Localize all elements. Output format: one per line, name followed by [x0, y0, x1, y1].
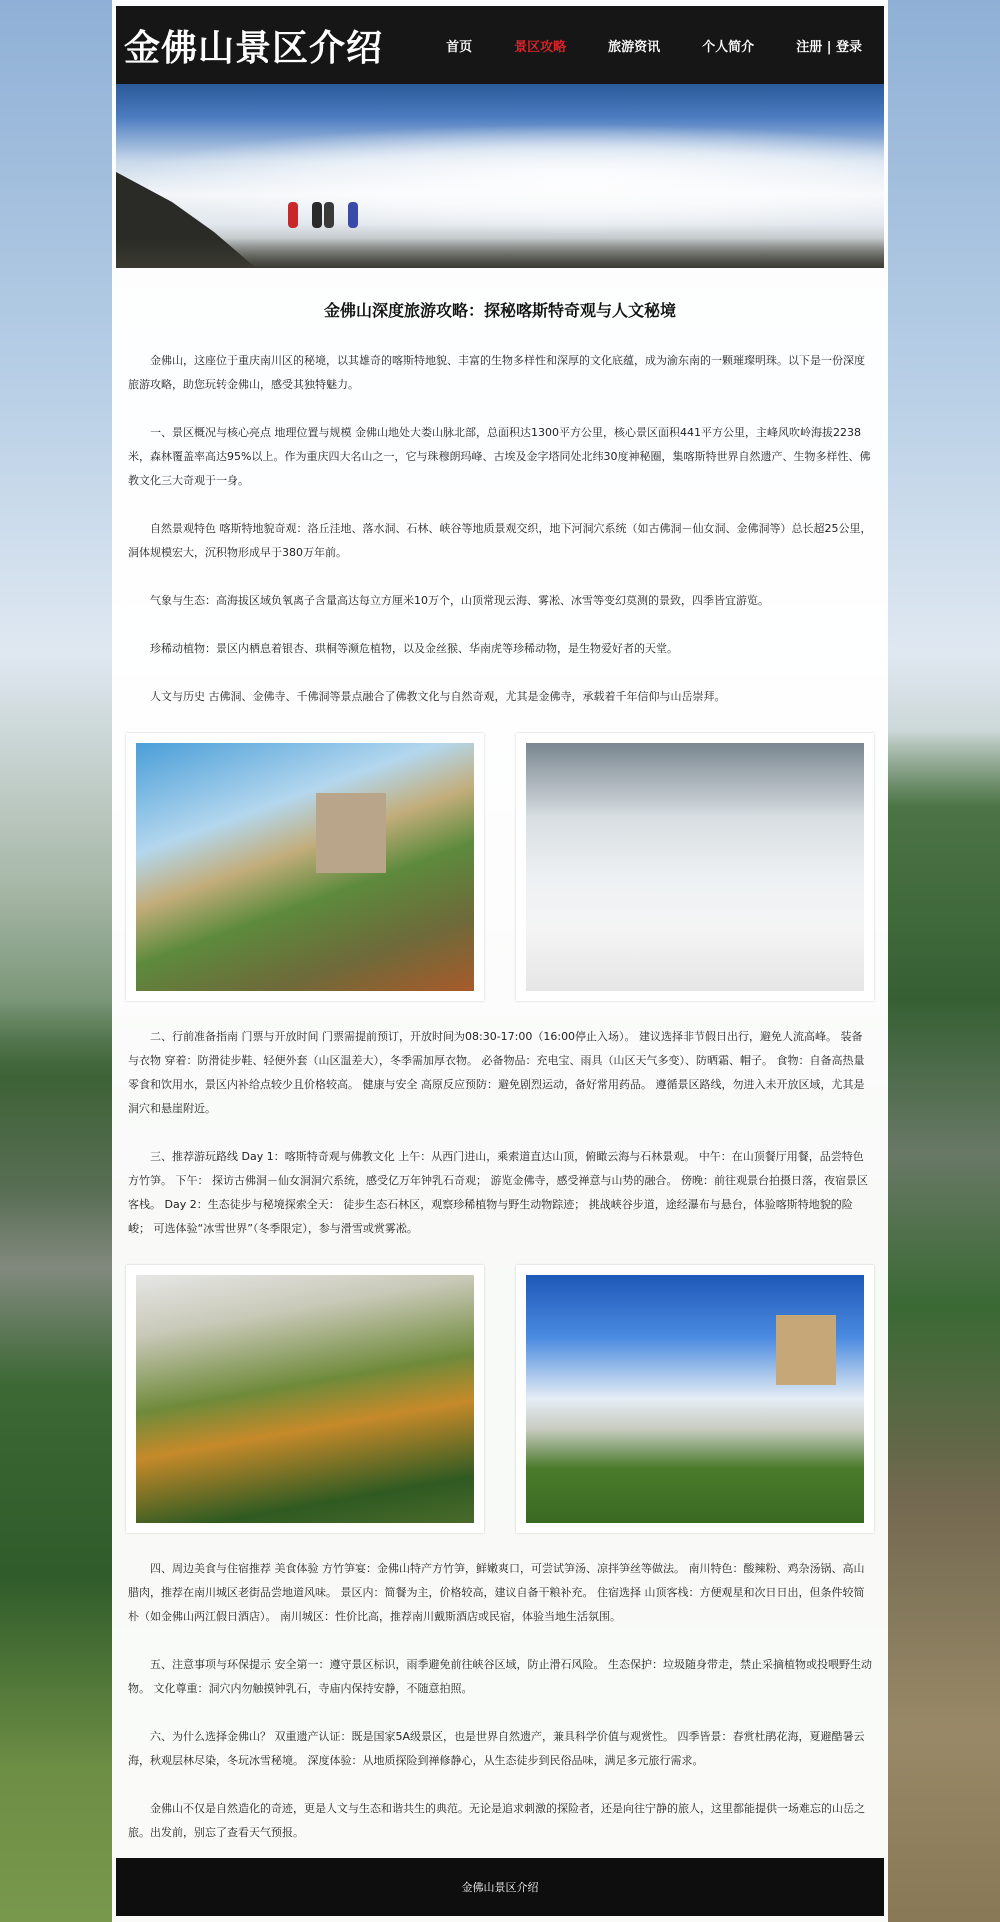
article-title: 金佛山深度旅游攻略：探秘喀斯特奇观与人文秘境	[323, 301, 676, 320]
article-paragraph: 珍稀动植物：景区内栖息着银杏、珙桐等濒危植物，以及金丝猴、华南虎等珍稀动物，是生物爱好者的天堂。	[150, 642, 678, 655]
photo-frame	[126, 1265, 484, 1533]
article-paragraph: 二、行前准备指南 门票与开放时间 门票需提前预订，开放时间为08:30-17:00（16:00停止入场）。 建议选择非节假日出行，避免人流高峰。 装备与衣物 穿着：防滑徒步鞋、轻便外套（山区温差大），冬季需加厚衣物。 必备物品：充电宝、雨具（山区天气多变）、防晒霜、帽子。 食物：自备高热量零食和饮用水，景区内补给点较少且价格较高。 健康与安全 高原反应预防：避免剧烈运动，备好常用药品。 遵循景区路线，勿进入未开放区域，尤其是洞穴和悬崖附近。	[128, 1030, 865, 1115]
banner-hiker	[312, 202, 322, 228]
article-paragraph: 五、注意事项与环保提示 安全第一：遵守景区标识，雨季避免前往峡谷区域，防止滑石风险。 生态保护：垃圾随身带走，禁止采摘植物或投喂野生动物。 文化尊重：洞穴内勿触摸钟乳石，寺庙内保持安静，不随意拍照。	[128, 1658, 872, 1695]
article-paragraph: 四、周边美食与住宿推荐 美食体验 方竹笋宴：金佛山特产方竹笋，鲜嫩爽口，可尝试笋汤、凉拌笋丝等做法。 南川特色：酸辣粉、鸡杂汤锅、高山腊肉，推荐在南川城区老街品尝地道风味。 景区内：简餐为主，价格较高，建议自备干粮补充。 住宿选择 山顶客栈：方便观星和次日日出，但条件较简朴（如金佛山两江假日酒店）。 南川城区：性价比高，推荐南川戴斯酒店或民宿，体验当地生活氛围。	[128, 1562, 865, 1623]
article-paragraph: 三、推荐游玩路线 Day 1：喀斯特奇观与佛教文化 上午：从西门进山，乘索道直达山顶，俯瞰云海与石林景观。 中午：在山顶餐厅用餐，品尝特色方竹笋。 下午： 探访古佛洞－仙女洞洞穴系统，感受亿万年钟乳石奇观； 游览金佛寺，感受禅意与山势的融合。 傍晚：前往观景台拍摄日落，夜宿景区客栈。 Day 2：生态徒步与秘境探索全天： 徒步生态石林区，观察珍稀植物与野生动物踪迹； 挑战峡谷步道，途经瀑布与悬台，体验喀斯特地貌的险峻； 可选体验“冰雪世界”（冬季限定），参与滑雪或赏雾凇。	[128, 1150, 868, 1235]
nav-register-login[interactable]: 注册 | 登录	[796, 39, 862, 55]
article-paragraph: 一、景区概况与核心亮点 地理位置与规模 金佛山地处大娄山脉北部，总面积达1300平方公里，核心景区面积441平方公里，主峰风吹岭海拔2238米，森林覆盖率高达95%以上。作为重庆四大名山之一，它与珠穆朗玛峰、古埃及金字塔同处北纬30度神秘圈，集喀斯特世界自然遗产、生物多样性、佛教文化三大奇观于一身。	[128, 426, 871, 487]
article-paragraph: 金佛山，这座位于重庆南川区的秘境，以其雄奇的喀斯特地貌、丰富的生物多样性和深厚的文化底蕴，成为渝东南的一颗璀璨明珠。以下是一份深度旅游攻略，助您玩转金佛山，感受其独特魅力。	[128, 354, 865, 391]
page-container	[112, 0, 888, 1922]
article-content	[116, 298, 884, 1845]
photo-row	[126, 733, 874, 1001]
background-scenery-left	[0, 0, 112, 1922]
photo-cable-car	[136, 1275, 474, 1523]
banner-hiker	[288, 202, 298, 228]
photo-snow-mountain	[526, 743, 864, 991]
nav-home[interactable]: 首页	[446, 39, 473, 55]
article-paragraph: 人文与历史 古佛洞、金佛寺、千佛洞等景点融合了佛教文化与自然奇观，尤其是金佛寺，承载着千年信仰与山岳崇拜。	[150, 690, 726, 703]
article-paragraph: 金佛山不仅是自然造化的奇迹，更是人文与生态和谐共生的典范。无论是追求刺激的探险者，还是向往宁静的旅人，这里都能提供一场难忘的山岳之旅。出发前，别忘了查看天气预报。	[128, 1802, 865, 1839]
article-paragraph: 自然景观特色 喀斯特地貌奇观：洛丘洼地、落水洞、石林、峡谷等地质景观交织，地下河洞穴系统（如古佛洞－仙女洞、金佛洞等）总长超25公里，洞体规模宏大，沉积物形成早于380万年前。	[128, 522, 872, 559]
footer-text: 金佛山景区介绍	[461, 1881, 539, 1894]
banner-cloud-sea	[116, 124, 884, 234]
article-paragraph: 气象与生态：高海拔区域负氧离子含量高达每立方厘米10万个，山顶常现云海、雾凇、冰雪等变幻莫测的景致，四季皆宜游览。	[150, 594, 769, 607]
photo-cliff-autumn	[136, 743, 474, 991]
photo-cliff-face	[316, 793, 386, 873]
photo-cloud-sea-cliff	[526, 1275, 864, 1523]
banner-hiker	[324, 202, 334, 228]
nav-guide[interactable]: 景区攻略	[514, 39, 567, 55]
banner-hiker	[348, 202, 358, 228]
photo-frame	[516, 1265, 874, 1533]
background-scenery-right	[888, 0, 1000, 1922]
site-header	[116, 6, 884, 84]
banner-image	[116, 84, 884, 268]
site-footer	[116, 1858, 884, 1916]
site-logo[interactable]: 金佛山景区介绍	[124, 27, 384, 69]
nav-profile[interactable]: 个人简介	[702, 39, 755, 55]
nav-news[interactable]: 旅游资讯	[608, 39, 661, 55]
banner-ground	[116, 238, 884, 268]
photo-row	[126, 1265, 874, 1533]
article-paragraph: 六、为什么选择金佛山？ 双重遗产认证：既是国家5A级景区，也是世界自然遗产，兼具科学价值与观赏性。 四季皆景：春赏杜鹃花海，夏避酷暑云海，秋观层林尽染，冬玩冰雪秘境。 深度体验：从地质探险到禅修静心，从生态徒步到民俗品味，满足多元旅行需求。	[128, 1730, 865, 1767]
photo-frame	[516, 733, 874, 1001]
main-nav	[404, 36, 862, 55]
photo-cliff-face	[776, 1315, 836, 1385]
photo-frame	[126, 733, 484, 1001]
